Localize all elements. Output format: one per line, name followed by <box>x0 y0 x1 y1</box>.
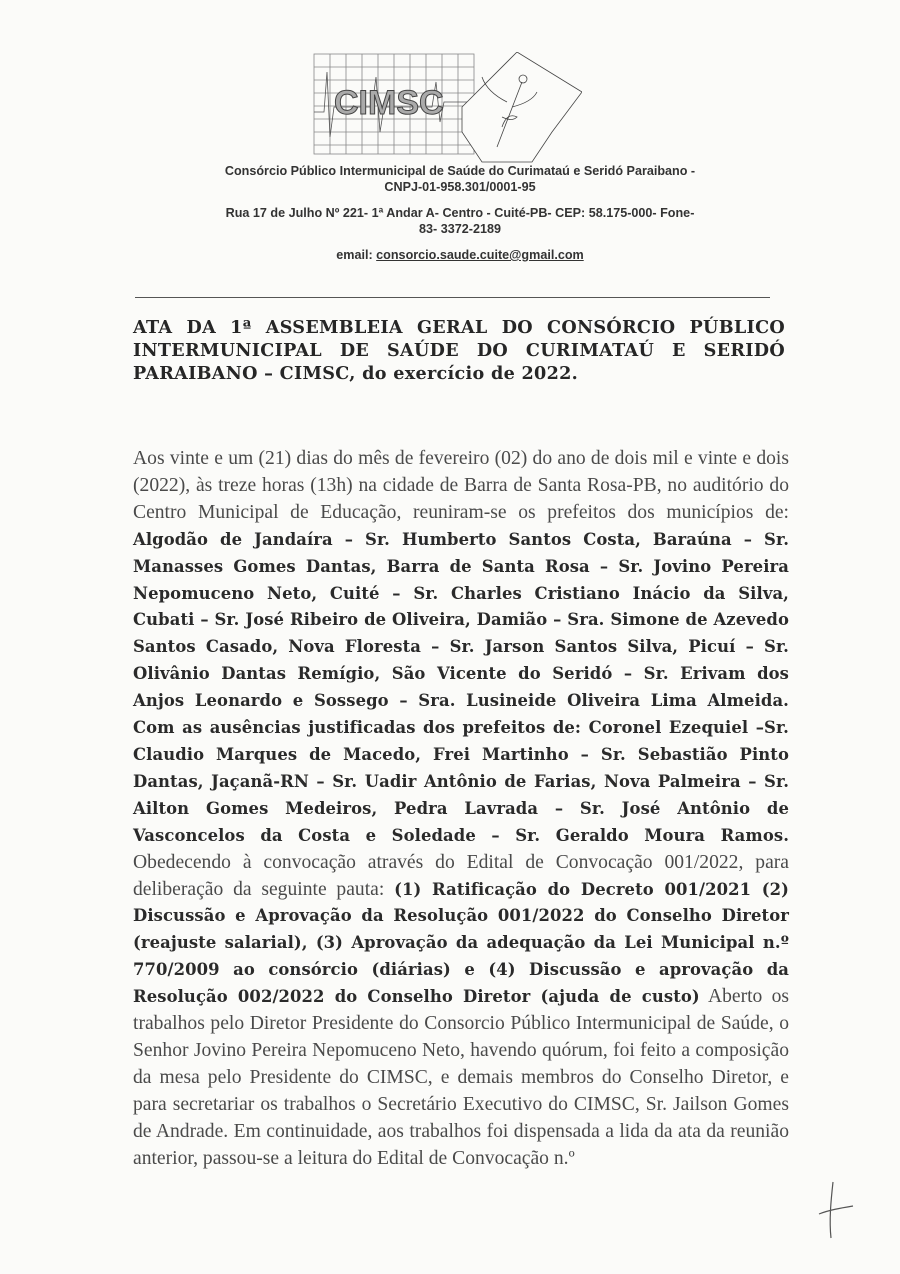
org-name: Consórcio Público Intermunicipal de Saúde do Curimataú e Seridó Paraibano - <box>224 164 696 178</box>
email-label: email: <box>336 248 377 262</box>
body-text: Obedecendo à convocação através do Edital de Convocação 001/2022, para deliberação da seguinte pauta: <box>133 851 789 900</box>
body-text: Aberto os trabalhos pelo Diretor Presidente do Consorcio Público Intermunicipal de Saúde, o Senhor Jovino Pereira Nepomuceno Neto, havendo quórum, foi feito a composição da mesa pelo Presidente do CIMSC, e demais membros do Conselho Diretor, e para secretariar os trabalhos o Secretário Executivo do CIMSC, Sr. Jailson Gomes de Andrade. Em continuidade, aos trabalhos foi dispensada a lida da ata da reunião anterior, passou-se a leitura do Edital de Convocação n.º <box>133 986 790 1169</box>
cimsc-logo <box>312 52 582 164</box>
minutes-paragraph <box>133 446 789 1172</box>
address-line-1: Rua 17 de Julho Nº 221- 1ª Andar A- Centro - Cuité-PB- CEP: 58.175-000- Fone- <box>225 206 695 220</box>
initial-mark-icon <box>815 1180 855 1240</box>
document-title: ATA DA 1ª ASSEMBLEIA GERAL DO CONSÓRCIO PÚBLICO INTERMUNICIPAL DE SAÚDE DO CURIMATAÚ E SERIDÓ PARAIBANO – CIMSC, do exercício de 2022. <box>133 317 785 384</box>
address-line-2: 83- 3372-2189 <box>419 222 501 236</box>
logo-text: CIMSC <box>334 84 444 122</box>
header-divider <box>135 297 770 298</box>
email-line <box>140 247 780 263</box>
attendees-text: Algodão de Jandaíra – Sr. Humberto Santos Costa, Baraúna – Sr. Manasses Gomes Dantas, Barra de Santa Rosa – Sr. Jovino Pereira Nepomuceno Neto, Cuité – Sr. Charles Cristiano Inácio da Silva, Cubati – Sr. José Ribeiro de Oliveira, Damião – Sra. Simone de Azevedo Santos Casado, Nova Floresta – Sr. Jarson Santos Silva, Picuí – Sr. Olivânio Dantas Remígio, São Vicente do Seridó – Sr. Erivam dos Anjos Leonardo e Sossego – Sra. Lusineide Oliveira Lima Almeida. Com as ausências justificadas dos prefeitos de: Coronel Ezequiel –Sr. Claudio Marques de Macedo, Frei Martinho – Sr. Sebastião Pinto Dantas, Jaçanã-RN – Sr. Uadir Antônio de Farias, Nova Palmeira – Sr. Ailton Gomes Medeiros, Pedra Lavrada – Sr. José Antônio de Vasconcelos da Costa e Soledade – Sr. Geraldo Moura Ramos. <box>133 529 789 845</box>
agenda-text: (1) Ratificação do Decreto 001/2021 (2) Discussão e Aprovação da Resolução 001/2022 do Conselho Diretor (reajuste salarial), (3) Aprovação da adequação da Lei Municipal n.º 770/2009 ao consórcio (diárias) e (4) Discussão e aprovação da Resolução 002/2022 do Conselho Diretor (ajuda de custo) <box>133 879 790 1007</box>
email-link[interactable]: consorcio.saude.cuite@gmail.com <box>376 248 584 262</box>
cnpj: CNPJ-01-958.301/0001-95 <box>384 180 536 194</box>
body-text: Aos vinte e um (21) dias do mês de fevereiro (02) do ano de dois mil e vinte e dois (2022), às treze horas (13h) na cidade de Barra de Santa Rosa-PB, no auditório do Centro Municipal de Educação, reuniram-se os prefeitos dos municípios de: <box>133 448 789 523</box>
